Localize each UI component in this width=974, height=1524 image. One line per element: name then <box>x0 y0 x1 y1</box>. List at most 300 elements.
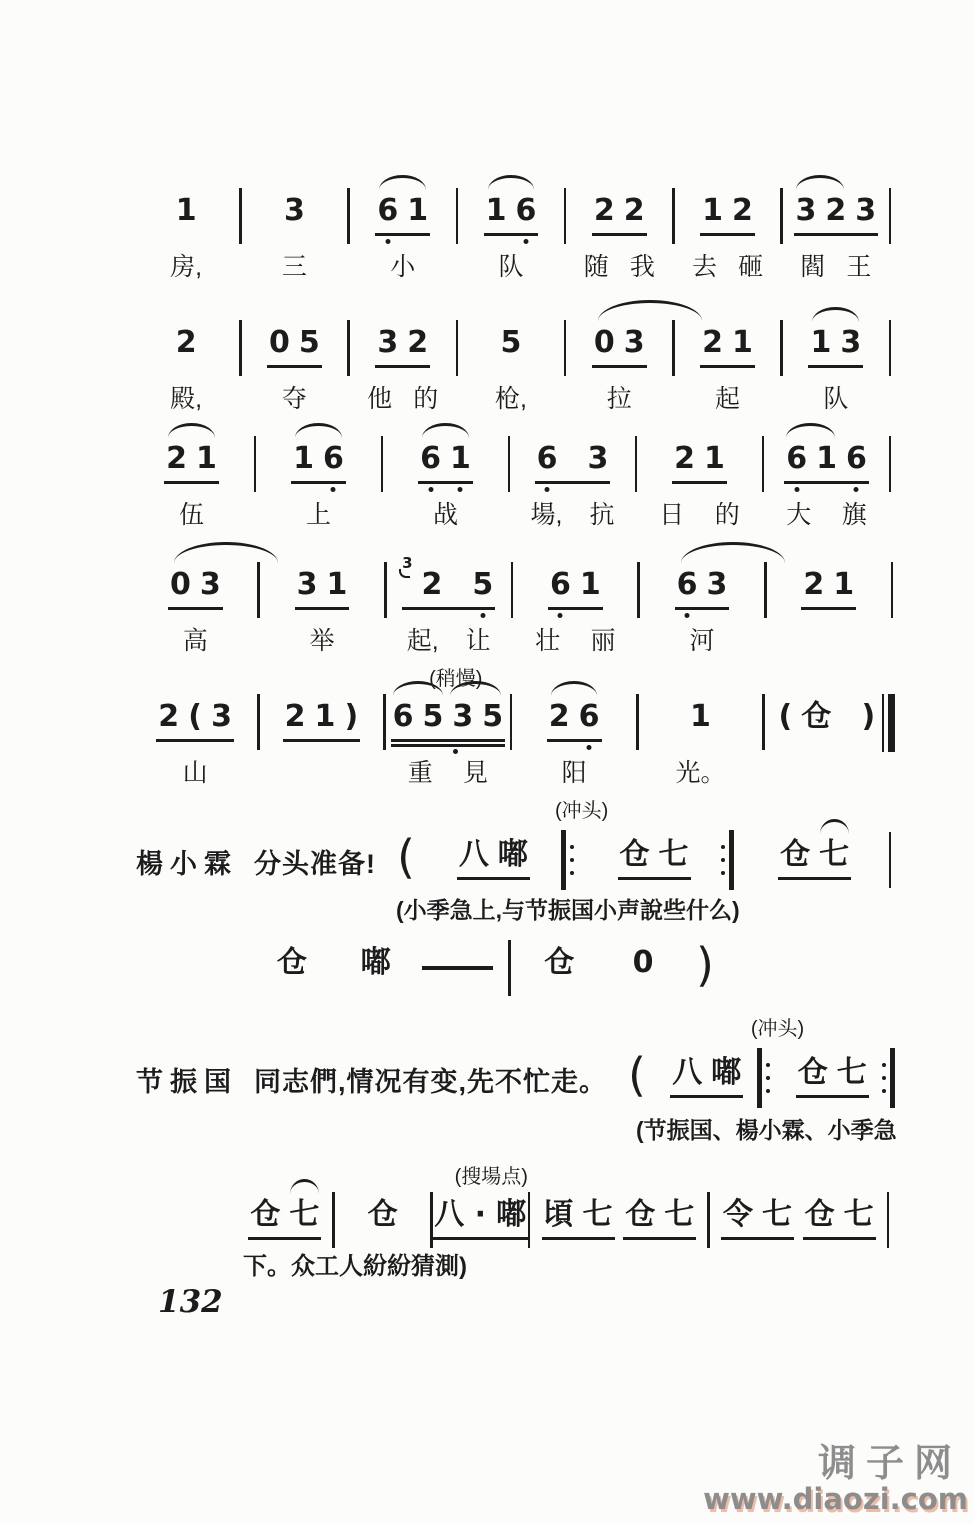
note-token: 3 <box>855 193 877 228</box>
barline-stroke <box>672 320 675 376</box>
measure <box>136 440 247 530</box>
note-group <box>402 554 494 604</box>
note-token: 2 <box>702 325 724 360</box>
music-line-2 <box>140 324 898 414</box>
repeat-dot <box>882 1076 886 1080</box>
note-token: 6 <box>537 440 558 478</box>
note-group <box>620 836 689 874</box>
lyric-syllable: 举 <box>309 627 335 655</box>
note-token: 七 <box>582 1197 613 1232</box>
repeat-dot <box>570 845 574 849</box>
repeat-dot <box>570 871 574 875</box>
note-token: 七 <box>289 1197 320 1232</box>
lyric-syllable: 重 <box>407 759 433 787</box>
lyric <box>647 626 758 656</box>
lyric <box>140 384 232 414</box>
note-group <box>549 698 600 736</box>
note-token: 1 <box>702 193 724 228</box>
barline-stroke <box>636 694 639 750</box>
note-group <box>293 440 344 478</box>
repeat-bar <box>561 830 566 890</box>
tempo-annotation: (稍慢) <box>429 668 483 690</box>
note-token: 0 <box>169 567 191 602</box>
note-token: 6 <box>377 192 398 230</box>
note-token: ( <box>188 699 203 734</box>
lyric <box>267 626 378 656</box>
repeat-bar <box>757 1048 762 1108</box>
lyric-syllable: 山 <box>182 759 208 787</box>
note-token: 嘟 <box>360 945 391 980</box>
barline <box>247 440 263 492</box>
note-group <box>501 324 522 362</box>
octave-dot <box>794 487 799 492</box>
measure <box>244 1196 326 1234</box>
measure <box>140 566 251 656</box>
lyric <box>645 758 755 788</box>
note-group <box>677 566 728 604</box>
repeat-dots <box>570 845 574 875</box>
octave-dot <box>523 239 528 244</box>
note-token: 1 <box>704 441 725 476</box>
note-token: 仓 <box>801 699 832 734</box>
lyric <box>644 500 755 530</box>
note-token: 1 <box>816 441 837 476</box>
beam-underline <box>672 481 727 484</box>
repeat-dot <box>721 845 725 849</box>
barline <box>774 324 790 376</box>
repeat-dot <box>882 1089 886 1093</box>
slur-arc <box>551 681 598 696</box>
note-group <box>284 192 305 230</box>
beam-underline <box>700 233 755 236</box>
note-token: 2 <box>803 567 825 602</box>
measure <box>601 944 685 982</box>
barline <box>755 440 771 492</box>
lyric-syllable: 日 <box>659 501 685 529</box>
note-group <box>798 1054 867 1092</box>
lyric-syllable: 起, <box>406 627 439 655</box>
lyric-syllable: 房, <box>170 253 203 281</box>
barline-stroke <box>510 694 513 750</box>
barline-stroke <box>887 1192 890 1248</box>
note-token: 七 <box>819 837 850 872</box>
music-line-9 <box>244 1166 896 1248</box>
lyric-syllable: 旗 <box>841 501 867 529</box>
barline-stroke <box>889 436 892 492</box>
note-token: 1 <box>485 193 507 228</box>
measure <box>573 324 665 414</box>
lyric-syllable: 壮 <box>535 627 561 655</box>
barline-stroke <box>564 188 567 244</box>
note-token: 3 <box>377 325 399 360</box>
octave-dot <box>587 745 592 750</box>
measure <box>390 440 501 530</box>
note-token: 2 <box>421 567 443 602</box>
note-group <box>368 1196 398 1234</box>
octave-dot <box>480 613 485 618</box>
repeat-close-sign <box>721 830 747 890</box>
note-token: 1 <box>407 193 429 228</box>
octave-dot <box>428 487 433 492</box>
octave-dot <box>685 613 690 618</box>
note-token: 2 <box>825 193 847 228</box>
barline-stroke <box>456 188 459 244</box>
lyric-syllable: 队 <box>823 385 849 413</box>
music-line-8 <box>136 1018 908 1108</box>
barline-stroke <box>239 188 242 244</box>
note-token: 1 <box>175 193 197 228</box>
lyric <box>248 384 340 414</box>
lyric-syllable: 战 <box>432 501 458 529</box>
note-group <box>723 1196 792 1234</box>
note-group <box>810 324 861 362</box>
barline <box>882 836 898 888</box>
lyric <box>573 384 665 414</box>
repeat-bar <box>729 830 734 890</box>
repeat-dot <box>570 858 574 862</box>
note-token: 嘟 <box>711 1055 742 1090</box>
note-token: 3 <box>199 567 221 602</box>
measure <box>519 698 629 788</box>
note-token: 0 <box>632 945 654 980</box>
measure <box>334 944 418 982</box>
parenthesis: ) <box>696 938 714 992</box>
percussion-pattern-annotation: (冲头) <box>555 800 609 822</box>
note-token: 6 <box>677 566 698 604</box>
measure <box>619 1196 701 1234</box>
measure <box>248 192 340 282</box>
note-token: 仓 <box>797 1055 828 1090</box>
note-token: 七 <box>836 1055 867 1090</box>
note-group <box>702 192 753 230</box>
barline <box>557 324 573 376</box>
slur-arc <box>290 1179 319 1194</box>
lyric <box>390 500 501 530</box>
barline-stroke <box>257 694 260 750</box>
note-token: 6 <box>323 440 344 478</box>
barline <box>501 944 517 996</box>
barline-stroke <box>383 694 386 750</box>
character-name: 楊小霖 <box>136 849 238 879</box>
dialogue-text: 同志們,情况有变,先不忙走。 <box>254 1067 608 1097</box>
measure <box>587 836 722 874</box>
dash-stroke <box>422 966 494 970</box>
note-group <box>393 698 504 736</box>
repeat-dot <box>882 1063 886 1067</box>
measure <box>645 698 755 788</box>
note-group <box>805 1196 874 1234</box>
barline <box>880 1196 896 1248</box>
music-line-5 <box>140 668 904 788</box>
repeat-dot <box>766 1089 770 1093</box>
note-token: 3 <box>296 567 318 602</box>
lyric-syllable: 大 <box>786 501 812 529</box>
beam-underline <box>457 877 530 880</box>
lyric-syllable: 夺 <box>281 385 307 413</box>
note-group <box>803 566 854 604</box>
lyric <box>357 252 449 282</box>
note-token: 6 <box>392 699 414 734</box>
lyric <box>140 758 250 788</box>
barline-stroke <box>889 188 892 244</box>
lyric-syllable: 殿, <box>170 385 203 413</box>
barline <box>665 192 681 244</box>
barline <box>701 1196 717 1248</box>
barline <box>629 698 645 750</box>
measure <box>798 1196 880 1234</box>
note-group <box>786 440 867 478</box>
measure <box>681 192 773 282</box>
watermark-site-name: 调子网 <box>817 1440 962 1485</box>
barline-stroke <box>637 562 640 618</box>
lyric <box>681 252 773 282</box>
note-token: ) <box>861 699 876 734</box>
barline <box>377 698 393 750</box>
beam-underline <box>484 233 539 236</box>
barline-stroke <box>672 188 675 244</box>
grace-tie <box>399 569 410 578</box>
lyric-syllable: 队 <box>498 253 524 281</box>
slur-arc <box>598 300 702 321</box>
beam-underline <box>670 1095 743 1098</box>
octave-dot <box>453 749 458 754</box>
beam-underline <box>700 365 755 368</box>
note-token: 3 <box>587 441 609 476</box>
note-token: 嘟 <box>496 1197 527 1232</box>
note-token: 1 <box>314 699 336 734</box>
measure <box>773 566 884 604</box>
measure <box>465 192 557 282</box>
note-token: 3 <box>840 325 862 360</box>
measure <box>790 324 882 414</box>
beam-underline <box>675 607 730 610</box>
repeat-dots <box>766 1063 770 1093</box>
repeat-close-sign <box>882 1048 908 1108</box>
note-token: 1 <box>196 441 217 476</box>
measure <box>250 944 334 982</box>
music-line-6 <box>136 800 898 890</box>
barline-stroke <box>889 832 892 888</box>
barline <box>882 192 898 244</box>
octave-dot <box>854 487 859 492</box>
repeat-open-sign <box>750 1018 805 1108</box>
slur-arc <box>681 542 785 563</box>
measure <box>392 668 504 788</box>
octave-dot <box>545 487 550 492</box>
lyric-syllable: 王 <box>846 253 872 281</box>
note-token <box>567 440 579 478</box>
slur-arc <box>812 307 859 322</box>
note-token: 仓 <box>780 837 811 872</box>
note-token: 仓 <box>619 837 650 872</box>
barline <box>665 324 681 376</box>
lyric-syllable: 砸 <box>738 253 764 281</box>
barline <box>250 698 266 750</box>
note-token: 七 <box>843 1197 874 1232</box>
beam-underline <box>156 739 234 742</box>
grace-note: 3 <box>402 556 412 571</box>
note-group <box>250 1196 319 1234</box>
lyric <box>519 758 629 788</box>
repeat-dots <box>721 845 725 875</box>
repeat-open-sign <box>555 800 609 890</box>
barline <box>449 324 465 376</box>
beam-underline <box>778 877 851 880</box>
lyric-syllable: 阳 <box>561 759 587 787</box>
music-line-3 <box>136 440 898 530</box>
note-group <box>166 440 217 478</box>
note-token: 2 <box>158 699 180 734</box>
beam-underline <box>535 481 611 484</box>
barline <box>374 440 390 492</box>
lyric-syllable: 他 <box>367 385 393 413</box>
beam-underline <box>248 1237 321 1240</box>
barline-stroke <box>762 694 765 750</box>
beam-underline <box>803 1237 876 1240</box>
note-token: 3 <box>452 699 474 734</box>
lyric <box>465 384 557 414</box>
note-token: ( <box>778 699 793 734</box>
measure <box>573 192 665 282</box>
beam-underline <box>375 365 430 368</box>
note-group <box>170 566 221 604</box>
beam-underline <box>283 739 361 742</box>
lyric <box>517 500 628 530</box>
barline <box>503 698 519 750</box>
lyric-syllable: 光。 <box>675 759 726 787</box>
octave-dot <box>385 239 390 244</box>
barline <box>326 1196 342 1248</box>
barline <box>628 440 644 492</box>
tempo-annotation: (搜場点) <box>454 1166 528 1188</box>
note-token: 2 <box>732 193 753 228</box>
note-group <box>377 324 428 362</box>
note-token: 3 <box>795 193 817 228</box>
note-token: 3 <box>706 567 728 602</box>
note-token: 6 <box>550 566 571 604</box>
note-group <box>176 324 197 362</box>
note-token: 仓 <box>276 945 307 980</box>
lyric <box>681 384 773 414</box>
beam-underline <box>801 607 856 610</box>
note-group <box>420 440 471 478</box>
note-token: 仓 <box>804 1197 835 1232</box>
note-token: · <box>474 1197 486 1232</box>
lyric <box>771 500 882 530</box>
note-token: 1 <box>810 325 832 360</box>
lyric-syllable: 枪, <box>495 385 527 413</box>
note-token: 0 <box>593 325 615 360</box>
slur-arc <box>379 175 426 190</box>
measure <box>647 566 758 656</box>
lyric <box>248 252 340 282</box>
slur-arc <box>786 423 834 438</box>
note-group <box>277 944 307 982</box>
lyric-syllable: 的 <box>714 501 740 529</box>
note-group <box>672 1054 741 1092</box>
note-group <box>486 192 537 230</box>
note-group <box>780 836 849 874</box>
measure <box>657 1054 757 1092</box>
lyric-syllable: 丽 <box>590 627 616 655</box>
barline-stroke <box>384 562 387 618</box>
note-group <box>361 944 391 982</box>
measure <box>342 1196 424 1234</box>
final-bar-thin <box>882 694 885 752</box>
barline-stroke <box>707 1192 710 1248</box>
note-token: 5 <box>422 699 444 734</box>
note-group <box>158 698 232 736</box>
parenthesis: ( <box>628 1048 646 1102</box>
stage-direction: (节振国、楊小霖、小季急 <box>636 1117 897 1143</box>
measure <box>140 698 250 788</box>
measure <box>644 440 755 530</box>
final-barline <box>882 694 904 752</box>
lyric-syllable: 閻 <box>800 253 826 281</box>
beam-underline <box>267 365 322 368</box>
slur-arc <box>168 423 215 438</box>
barline <box>341 324 357 376</box>
note-token: 1 <box>579 567 601 602</box>
repeat-dot <box>721 871 725 875</box>
lyric <box>136 500 247 530</box>
beam-underline <box>548 607 603 610</box>
measure <box>517 944 601 982</box>
note-token: 七 <box>664 1197 695 1232</box>
lyric-syllable: 河 <box>689 627 715 655</box>
barline-stroke <box>332 1192 335 1248</box>
note-group <box>176 192 197 230</box>
measure <box>520 566 631 656</box>
note-group <box>702 324 753 362</box>
note-token: 3 <box>211 699 233 734</box>
note-group <box>544 1196 613 1234</box>
note-token: 5 <box>482 699 504 734</box>
stage-direction: (小季急上,与节振国小声說些什么) <box>396 897 740 923</box>
repeat-dot <box>766 1076 770 1080</box>
barline <box>774 192 790 244</box>
beam-underline <box>542 1237 615 1240</box>
note-token: 2 <box>284 699 306 734</box>
page-number: 132 <box>158 1284 223 1320</box>
note-token: 5 <box>298 325 320 360</box>
note-token: 八 <box>672 1055 703 1090</box>
measure <box>681 324 773 414</box>
music-line-1 <box>140 192 898 282</box>
measure <box>140 192 232 282</box>
measure <box>537 1196 619 1234</box>
note-group <box>778 698 875 736</box>
barline-stroke <box>508 940 511 996</box>
barline <box>884 566 900 618</box>
slur-arc <box>422 423 469 438</box>
lyric-syllable: 高 <box>182 627 208 655</box>
measure <box>717 1196 799 1234</box>
note-token: 1 <box>833 567 855 602</box>
note-token: 6 <box>786 440 807 478</box>
beam-underline <box>618 877 691 880</box>
note-token: 1 <box>732 325 753 360</box>
measure <box>248 324 340 414</box>
beam-underline <box>547 739 602 742</box>
percussion-pattern-annotation: (冲头) <box>750 1018 805 1040</box>
note-token: 0 <box>269 325 290 360</box>
beam-underline <box>432 1237 528 1240</box>
barline <box>377 566 393 618</box>
note-token: 6 <box>579 698 600 736</box>
lyric <box>357 384 449 414</box>
note-token: 1 <box>293 441 314 476</box>
